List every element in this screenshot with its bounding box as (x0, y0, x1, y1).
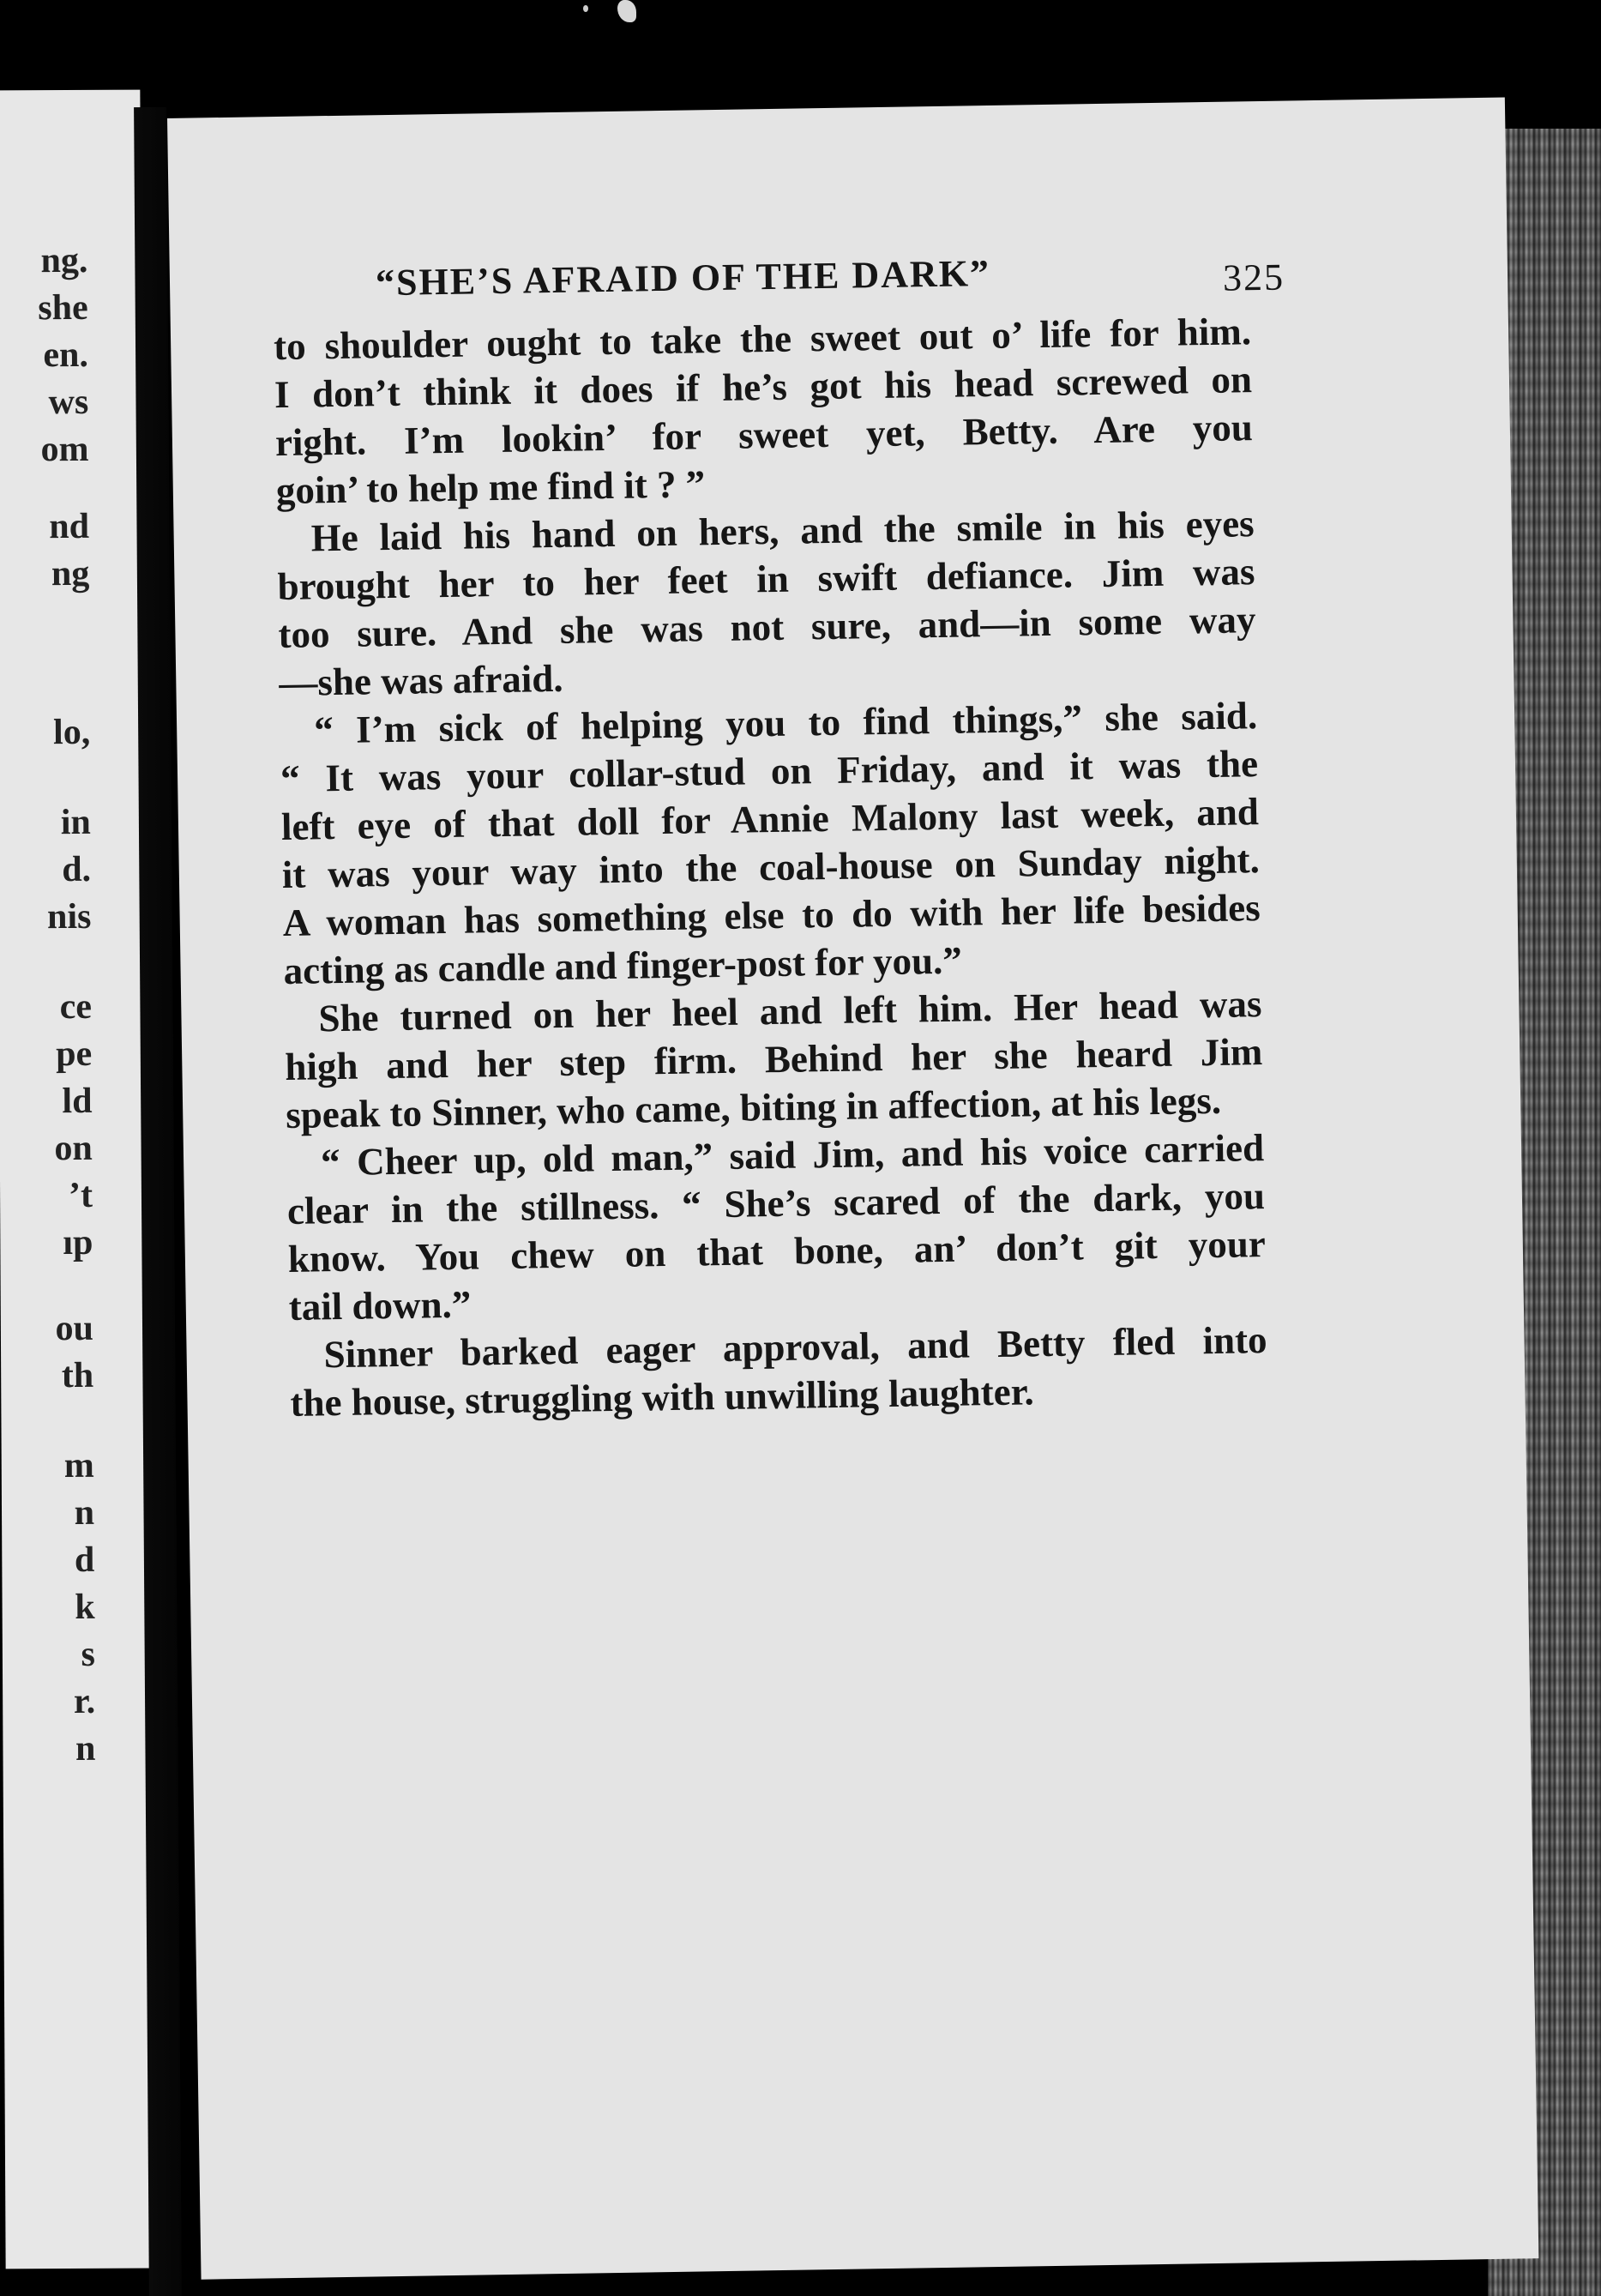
left-page-fragment: n (75, 1728, 96, 1769)
text-line: acting as candle and finger-post for you.” (283, 938, 963, 992)
text-line: right. I’m lookin’ for sweet yet, Betty. Are you (274, 406, 1254, 465)
left-page-fragment: k (75, 1587, 95, 1627)
text-line: the house, struggling with unwilling laughter. (290, 1370, 1035, 1425)
text-line: tail down.” (288, 1282, 472, 1329)
left-page-fragment: d. (62, 849, 92, 890)
text-line: She turned on her heel and left him. Her head was (318, 982, 1262, 1040)
left-page-fragment: s (81, 1634, 96, 1674)
page-number: 325 (1222, 256, 1285, 299)
text-line: I don’t think it does if he’s got his head screwed on (274, 358, 1253, 417)
text-line: to shoulder ought to take the sweet out o’ life for him. (273, 310, 1252, 369)
scan-speck (617, 0, 636, 22)
left-page-fragment: nd (49, 506, 90, 547)
left-page-fragment: pe (56, 1034, 93, 1075)
paragraph (286, 1124, 1267, 1331)
left-page-fragment: ’t (68, 1175, 93, 1216)
left-page-fragment: ou (55, 1308, 94, 1349)
left-page-fragment: n (74, 1492, 95, 1533)
left-page-fragment: in (60, 802, 91, 843)
text-line: goin’ to help me find it ? ” (275, 462, 706, 513)
scan-speck (583, 5, 588, 12)
text-line: brought her to her feet in swift defiance. Jim was (277, 550, 1255, 609)
left-page-fragment: r. (73, 1681, 96, 1722)
text-line: “ Cheer up, old man,” said Jim, and his voice carried (320, 1126, 1265, 1184)
text-line: He laid his hand on hers, and the smile in his eyes (310, 502, 1255, 560)
page-text-block (273, 247, 1285, 1427)
paragraph (280, 691, 1261, 995)
text-line: too sure. And she was not sure, and—in some way (278, 598, 1256, 657)
text-line: left eye of that doll for Annie Malony last week, and (280, 790, 1260, 849)
left-page-fragment: nis (46, 896, 92, 937)
running-head-title: “SHE’S AFRAID OF THE DARK” (375, 251, 991, 304)
text-line: clear in the stillness. “ She’s scared of the dark, you (286, 1174, 1266, 1232)
left-page-fragment: m (63, 1445, 94, 1486)
right-page (167, 97, 1538, 2279)
body-text (274, 307, 1268, 1427)
left-page-fragment: ld (62, 1081, 93, 1122)
paragraph (289, 1316, 1268, 1427)
left-page-fragment: th (61, 1355, 94, 1396)
left-page-text-fragments (0, 90, 152, 2269)
text-line: —she was afraid. (278, 656, 563, 705)
left-page-fragment: ng. (40, 240, 88, 281)
text-line: it was your way into the coal-house on Sunday night. (281, 838, 1261, 897)
text-line: high and her step firm. Behind her she heard Jim (284, 1030, 1263, 1088)
left-facing-page (0, 90, 152, 2269)
text-line: “ I’m sick of helping you to find things,” she said. (313, 694, 1258, 752)
text-line: A woman has something else to do with her life besides (282, 886, 1261, 944)
left-page-fragment: en. (43, 334, 89, 376)
left-page-fragment: om (40, 429, 89, 470)
left-page-fragment: lo, (52, 712, 91, 753)
left-page-fragment: ıp (63, 1222, 93, 1263)
text-line: speak to Sinner, who came, biting in affection, at his legs. (285, 1078, 1222, 1136)
left-page-fragment: ce (59, 986, 93, 1027)
text-line: Sinner barked eager approval, and Betty fled into (323, 1318, 1267, 1377)
left-page-fragment: on (54, 1128, 93, 1169)
text-line: know. You chew on that bone, an’ don’t git your (287, 1222, 1267, 1281)
left-page-fragment: she (38, 287, 88, 328)
left-page-fragment: d (74, 1540, 95, 1580)
paragraph (284, 979, 1263, 1139)
paragraph (274, 307, 1254, 515)
left-page-fragment: ws (48, 382, 89, 423)
left-page-fragment: ng (51, 553, 90, 594)
paragraph (276, 499, 1256, 707)
text-line: “ It was your collar-stud on Friday, and it was the (280, 742, 1259, 801)
